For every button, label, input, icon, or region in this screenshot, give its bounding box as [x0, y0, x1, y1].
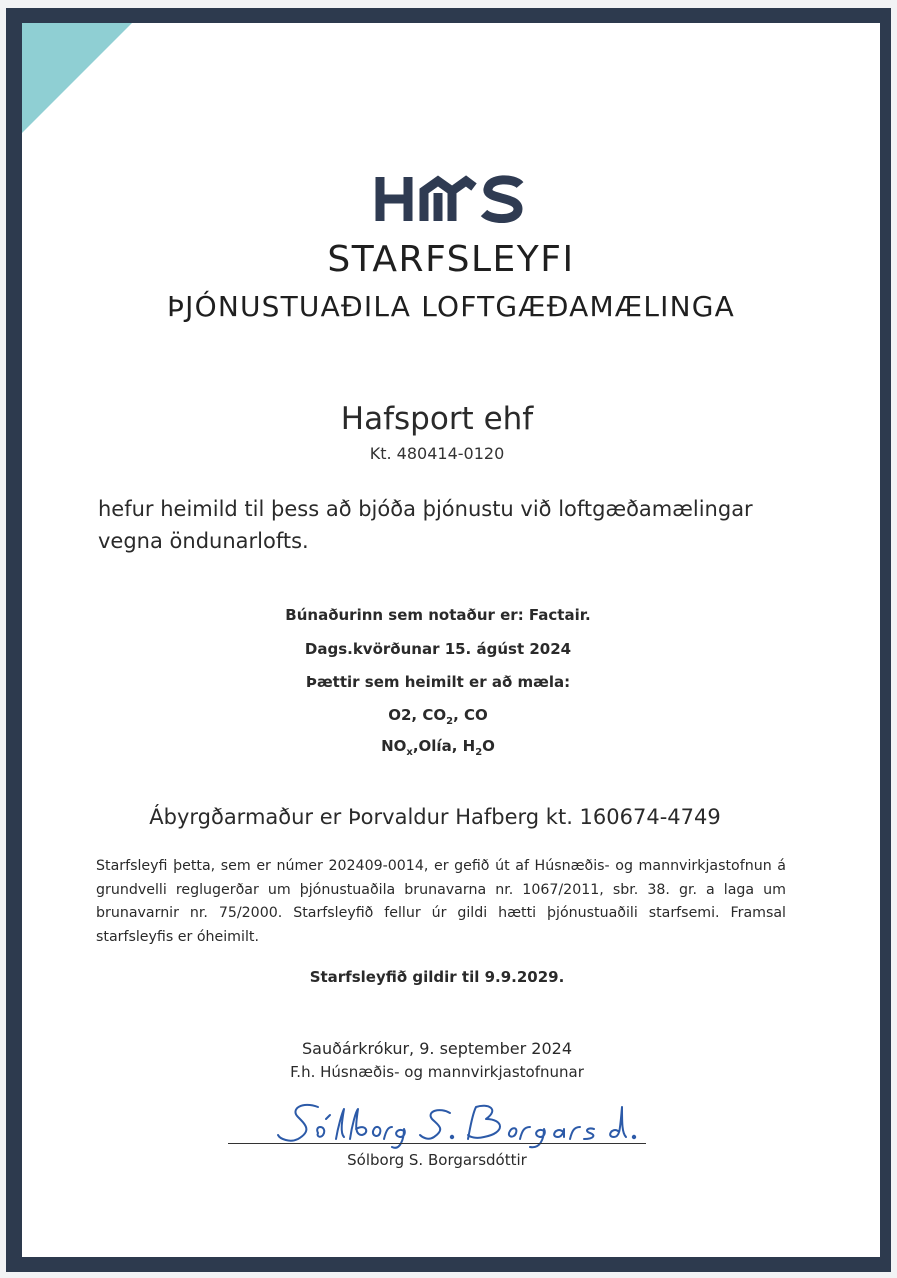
company-name: Hafsport ehf [340, 401, 534, 437]
on-behalf-of: F.h. Húsnæðis- og mannvirkjastofnunar [290, 1063, 584, 1081]
equipment-line: Búnaðurinn sem notaður er: Factair. [285, 606, 591, 624]
measure-heading: Þættir sem heimilt er að mæla: [305, 673, 571, 691]
company-id: Kt. 480414-0120 [369, 444, 505, 463]
place-and-date: Sauðárkrókur, 9. september 2024 [302, 1039, 572, 1058]
factor-text: O2, CO [388, 706, 447, 724]
responsible-person: Ábyrgðarmaður er Þorvaldur Hafberg kt. 160674-4749 [149, 805, 721, 829]
legal-paragraph: Starfsleyfi þetta, sem er númer 202409-0014, er gefið út af Húsnæðis- og mannvirkjastofnun á grundvelli reglugerðar um þjónustuaðila brunavarna nr. 1067/2011, sbr. 38. gr. a laga um brunavarnir nr. 75/2000. Starfsleyfið fellur úr gildi hætti þjónustuaðili starfsemi. Framsal starfsleyfis er óheimilt. [96, 858, 786, 945]
hms-logo [374, 175, 524, 223]
subscript: x [406, 747, 413, 758]
factor-text: ,Olía, H [412, 737, 476, 755]
document-title: STARFSLEYFI [327, 239, 575, 280]
document-subtitle: ÞJÓNUSTUAÐILA LOFTGÆÐAMÆLINGA [166, 290, 736, 323]
corner-accent [22, 23, 132, 133]
subscript: 2 [475, 747, 483, 758]
subscript: 2 [446, 716, 454, 727]
factor-text: , CO [453, 706, 488, 724]
measure-factors-line-2 [22, 737, 854, 758]
certificate-sheet [22, 23, 880, 1257]
factor-text: O [482, 737, 495, 755]
signer-name: Sólborg S. Borgarsdóttir [347, 1151, 527, 1169]
calibration-date: Dags.kvörðunar 15. ágúst 2024 [304, 640, 572, 658]
handwritten-signature [272, 1099, 652, 1149]
signature-line [228, 1143, 646, 1144]
measure-factors-line-1 [22, 706, 854, 727]
authority-statement: hefur heimild til þess að bjóða þjónustu við loftgæðamælingar vegna öndunarlofts. [98, 497, 753, 553]
factor-text: NO [381, 737, 407, 755]
validity-line: Starfsleyfið gildir til 9.9.2029. [309, 968, 565, 986]
